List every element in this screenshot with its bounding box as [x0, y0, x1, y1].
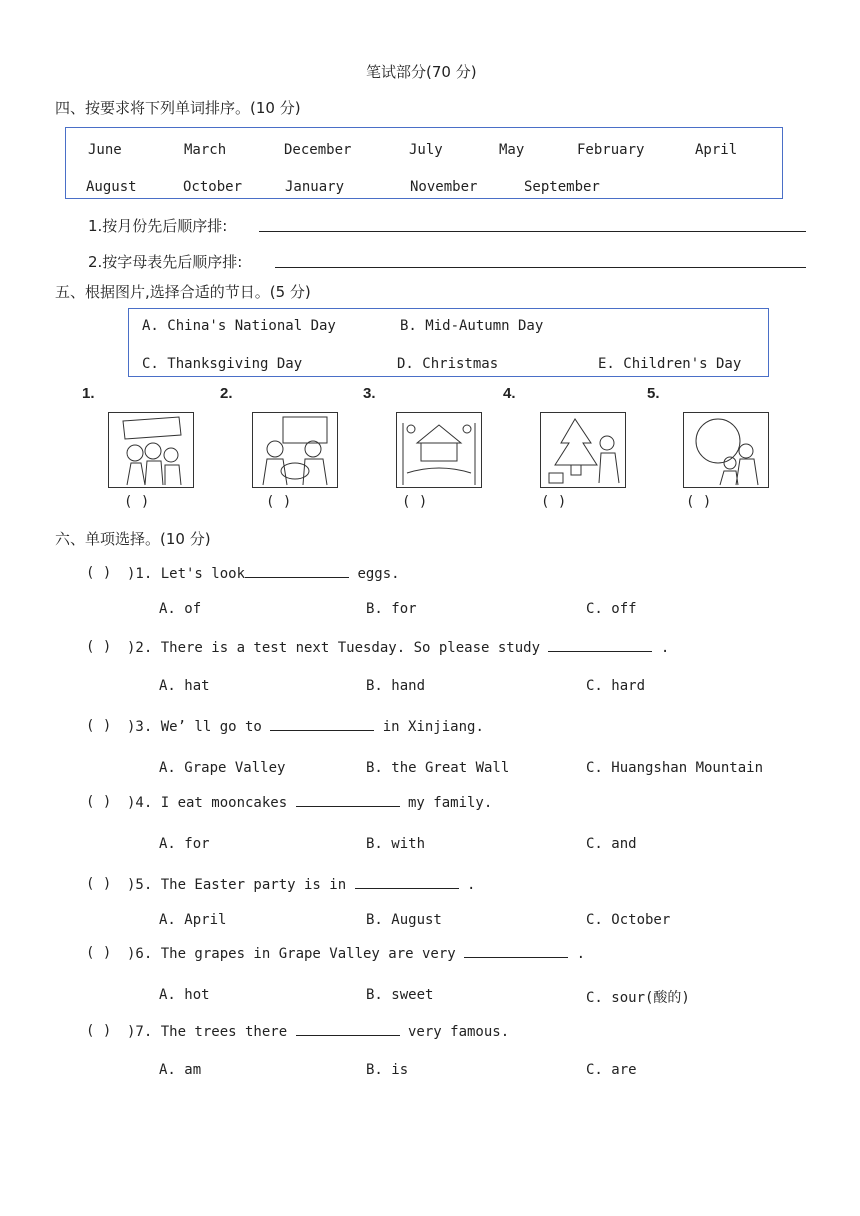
section6-heading: 六、单项选择。(10 分) [55, 530, 211, 548]
question-tail: very famous. [399, 1024, 510, 1040]
option: A. China's National Day [142, 318, 336, 334]
picture-number: 5. [647, 385, 660, 402]
choice-option[interactable]: B. for [366, 601, 417, 617]
picture-number: 1. [82, 385, 95, 402]
choice-option[interactable]: C. sour(酸的) [586, 990, 690, 1006]
answer-blank[interactable] [464, 945, 568, 958]
word: November [410, 179, 478, 195]
thanksgiving-picture [252, 412, 338, 488]
question-tail: . [652, 640, 670, 656]
answer-paren[interactable]: ( ) [266, 494, 292, 510]
question-stem: )6. The grapes in Grape Valley are very [127, 946, 465, 962]
answer-paren[interactable]: ( ) [86, 794, 112, 810]
option: D. Christmas [397, 356, 499, 372]
question-label: 2.按字母表先后顺序排: [88, 253, 243, 271]
word: June [88, 142, 122, 158]
question-text [127, 945, 585, 962]
question-tail: in Xinjiang. [374, 719, 484, 735]
question-tail: my family. [399, 795, 493, 811]
choice-option[interactable]: A. hot [159, 987, 210, 1003]
question-tail: . [458, 877, 476, 893]
choice-option[interactable]: A. for [159, 836, 210, 852]
question-text [127, 876, 475, 893]
question-tail: eggs. [349, 566, 400, 582]
answer-paren[interactable]: ( ) [86, 718, 112, 734]
question-text [127, 565, 400, 582]
choice-option[interactable]: A. Grape Valley [159, 760, 286, 776]
choice-option[interactable]: C. Huangshan Mountain [586, 760, 764, 776]
choice-option[interactable]: C. off [586, 601, 637, 617]
word: December [284, 142, 352, 158]
choice-option[interactable]: A. hat [159, 678, 210, 694]
answer-paren[interactable]: ( ) [86, 876, 112, 892]
choice-option[interactable]: A. am [159, 1062, 202, 1078]
word: April [695, 142, 738, 158]
question-text [127, 794, 492, 811]
question-label: 1.按月份先后顺序排: [88, 217, 228, 235]
question-text [127, 639, 669, 656]
answer-paren[interactable]: ( ) [86, 1023, 112, 1039]
word: October [183, 179, 243, 195]
childrens-day-picture [108, 412, 194, 488]
choice-option[interactable]: B. August [366, 912, 442, 928]
word: August [86, 179, 137, 195]
choice-option[interactable]: C. are [586, 1062, 637, 1078]
option: E. Children's Day [598, 356, 742, 372]
word: July [409, 142, 443, 158]
option: C. Thanksgiving Day [142, 356, 303, 372]
choice-option[interactable]: B. with [366, 836, 426, 852]
national-day-picture [396, 412, 482, 488]
answer-line[interactable] [259, 230, 806, 232]
christmas-picture [540, 412, 626, 488]
answer-paren[interactable]: ( ) [402, 494, 428, 510]
picture-number: 4. [503, 385, 516, 402]
mid-autumn-picture [683, 412, 769, 488]
picture-number: 2. [220, 385, 233, 402]
choice-option[interactable]: A. of [159, 601, 202, 617]
answer-blank[interactable] [296, 794, 400, 807]
choice-option[interactable]: A. April [159, 912, 227, 928]
question-tail: . [568, 946, 586, 962]
choice-option[interactable]: B. hand [366, 678, 426, 694]
answer-blank[interactable] [296, 1023, 400, 1036]
answer-paren[interactable]: ( ) [124, 494, 150, 510]
choice-option[interactable]: B. sweet [366, 987, 434, 1003]
word: March [184, 142, 227, 158]
answer-paren[interactable]: ( ) [86, 639, 112, 655]
word: May [499, 142, 525, 158]
answer-paren[interactable]: ( ) [686, 494, 712, 510]
answer-line[interactable] [275, 266, 806, 268]
section4-heading: 四、按要求将下列单词排序。(10 分) [55, 99, 301, 117]
word: January [285, 179, 345, 195]
picture-number: 3. [363, 385, 376, 402]
question-stem: )4. I eat mooncakes [127, 795, 296, 811]
answer-blank[interactable] [548, 639, 652, 652]
choice-option[interactable]: C. hard [586, 678, 646, 694]
word: February [577, 142, 645, 158]
answer-blank[interactable] [270, 718, 374, 731]
question-text [127, 718, 484, 735]
choice-option[interactable]: C. and [586, 836, 637, 852]
question-stem: )5. The Easter party is in [127, 877, 355, 893]
answer-paren[interactable]: ( ) [86, 565, 112, 581]
section5-heading: 五、根据图片,选择合适的节日。(5 分) [55, 283, 311, 301]
choice-option[interactable]: B. the Great Wall [366, 760, 510, 776]
answer-paren[interactable]: ( ) [86, 945, 112, 961]
question-stem: )1. Let's look [127, 566, 246, 582]
question-text [127, 1023, 509, 1040]
answer-blank[interactable] [355, 876, 459, 889]
answer-blank[interactable] [245, 565, 349, 578]
option: B. Mid-Autumn Day [400, 318, 544, 334]
choice-option[interactable]: C. October [586, 912, 671, 928]
page-title: 笔试部分(70 分) [366, 63, 477, 81]
answer-paren[interactable]: ( ) [541, 494, 567, 510]
choice-option[interactable]: B. is [366, 1062, 409, 1078]
question-stem: )3. We’ ll go to [127, 719, 271, 735]
word: September [524, 179, 600, 195]
question-stem: )7. The trees there [127, 1024, 296, 1040]
question-stem: )2. There is a test next Tuesday. So please study [127, 640, 549, 656]
